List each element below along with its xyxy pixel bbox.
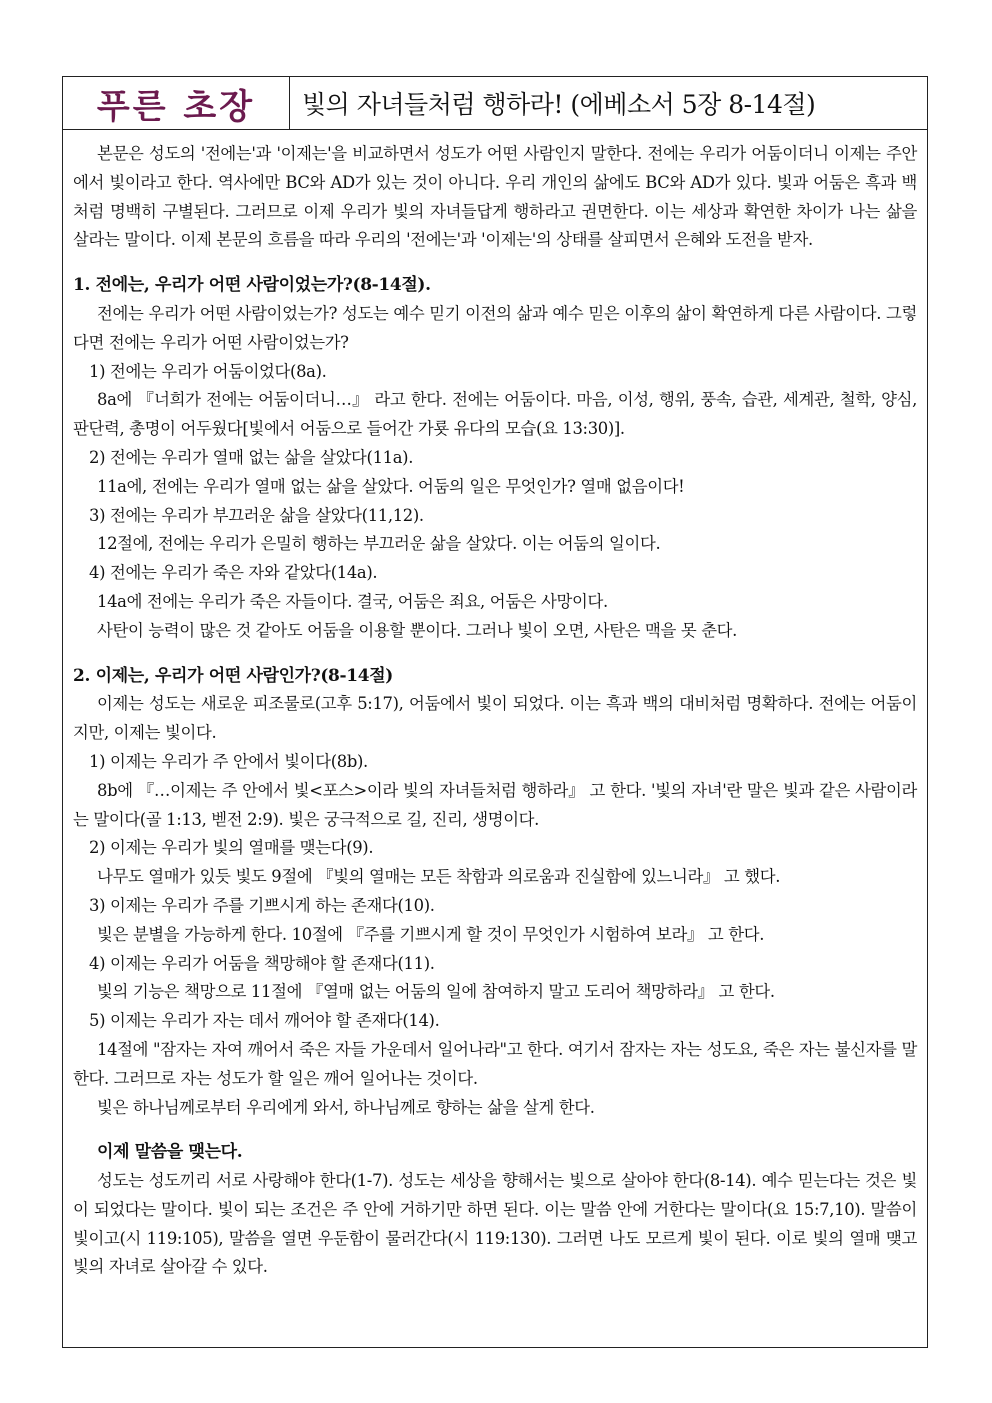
section1-item-body: 14a에 전에는 우리가 죽은 자들이다. 결국, 어둠은 죄요, 어둠은 사망이다. [97, 591, 608, 611]
section1-heading: 1. 전에는, 우리가 어떤 사람이었는가?(8-14절). [73, 275, 431, 296]
section2-item-title: 5) 이제는 우리가 자는 데서 깨어야 할 존재다(14). [89, 1011, 440, 1031]
section2-item-body: 빛은 하나님께로부터 우리에게 와서, 하나님께로 향하는 삶을 살게 한다. [97, 1097, 595, 1117]
section1-item-title: 1) 전에는 우리가 어둠이었다(8a). [89, 361, 327, 381]
section1-item-title: 4) 전에는 우리가 죽은 자와 같았다(14a). [89, 563, 378, 583]
section1-item-body: 12절에, 전에는 우리가 은밀히 행하는 부끄러운 삶을 살았다. 이는 어둠의 일이다. [97, 534, 661, 554]
section2-item-title: 3) 이제는 우리가 주를 기쁘시게 하는 존재다(10). [89, 895, 435, 915]
section2-item-body: 빛은 분별을 가능하게 한다. 10절에 『주를 기쁘시게 할 것이 무엇인가 시험하여 보라』 고 한다. [97, 924, 765, 944]
closing-paragraph: 성도는 성도끼리 서로 사랑해야 한다(1-7). 성도는 세상을 향해서는 빛으로 살아야 한다(8-14). 예수 믿는다는 것은 빛이 되었다는 말이다. 빛이 되는 조건은 주 안에 거하기만 하면 된다. 이는 말씀 안에 거한다는 말이다(요 15:7,10). 말씀이 빛이고(시 119:105), 말씀을 열면 우둔함이 물러간다(시 119:130). 그러면 나도 모르게 빛이 된다. 이로 빛의 열매 맺고 빛의 자녀로 살아갈 수 있다. [73, 1171, 917, 1277]
sermon-title: 빛의 자녀들처럼 행하라! (에베소서 5장 8-14절) [302, 90, 816, 119]
section2-item-body: 빛의 기능은 책망으로 11절에 『열매 없는 어둠의 일에 참여하지 말고 도리어 책망하라』 고 한다. [97, 982, 775, 1002]
section1-item-title: 2) 전에는 우리가 열매 없는 삶을 살았다(11a). [89, 447, 414, 467]
section1-item-title: 3) 전에는 우리가 부끄러운 삶을 살았다(11,12). [89, 505, 424, 525]
header [63, 77, 927, 130]
section2-item-body: 14절에 "잠자는 자여 깨어서 죽은 자들 가운데서 일어나라"고 한다. 여기서 잠자는 자는 성도요, 죽은 자는 불신자를 말한다. 그러므로 자는 성도가 할 일은 깨어 일어나는 것이다. [73, 1039, 917, 1088]
section2-item-body: 8b에 『…이제는 주 안에서 빛<포스>이라 빛의 자녀들처럼 행하라』 고 한다. '빛의 자녀'란 말은 빛과 같은 사람이라는 말이다(골 1:13, 벧전 2:9). 빛은 궁극적으로 길, 진리, 생명이다. [73, 780, 917, 829]
sermon-body [63, 130, 927, 1282]
section1-intro: 전에는 우리가 어떤 사람이었는가? 성도는 예수 믿기 이전의 삶과 예수 믿은 이후의 삶이 확연하게 다른 사람이다. 그렇다면 전에는 우리가 어떤 사람이었는가? [73, 303, 917, 352]
section2-item-title: 2) 이제는 우리가 빛의 열매를 맺는다(9). [89, 838, 374, 858]
section1-item-body: 8a에 『너희가 전에는 어둠이더니…』 라고 한다. 전에는 어둠이다. 마음, 이성, 행위, 풍속, 습관, 세계관, 철학, 양심, 판단력, 총명이 어두웠다[빛에서 어둠으로 들어간 가룟 유다의 모습(요 13:30)]. [73, 390, 917, 439]
intro-paragraph: 본문은 성도의 '전에는'과 '이제는'을 비교하면서 성도가 어떤 사람인지 말한다. 전에는 우리가 어둠이더니 이제는 주안에서 빛이라고 한다. 역사에만 BC와 AD가 있는 것이 아니다. 우리 개인의 삶에도 BC와 AD가 있다. 빛과 어둠은 흑과 백처럼 명백히 구별된다. 그러므로 이제 우리가 빛의 자녀들답게 행하라고 권면한다. 이는 세상과 확연한 차이가 나는 삶을 살라는 말이다. 이제 본문의 흐름을 따라 우리의 '전에는'과 '이제는'의 상태를 살피면서 은혜와 도전을 받자. [73, 144, 917, 250]
section1-item-body: 11a에, 전에는 우리가 열매 없는 삶을 살았다. 어둠의 일은 무엇인가? 열매 없음이다! [97, 476, 685, 496]
section2-item-title: 1) 이제는 우리가 주 안에서 빛이다(8b). [89, 751, 368, 771]
bulletin-frame [62, 76, 928, 1348]
brand-title: 푸른 초장 [63, 77, 290, 129]
closing-heading: 이제 말씀을 맺는다. [97, 1142, 243, 1163]
section2-intro: 이제는 성도는 새로운 피조물로(고후 5:17), 어둠에서 빛이 되었다. 이는 흑과 백의 대비처럼 명확하다. 전에는 어둠이지만, 이제는 빛이다. [73, 694, 917, 743]
section2-item-title: 4) 이제는 우리가 어둠을 책망해야 할 존재다(11). [89, 953, 435, 973]
section2-item-body: 나무도 열매가 있듯 빛도 9절에 『빛의 열매는 모든 착함과 의로움과 진실함에 있느니라』 고 했다. [97, 867, 781, 887]
section2-heading: 2. 이제는, 우리가 어떤 사람인가?(8-14절) [73, 665, 393, 686]
section1-item-body: 사탄이 능력이 많은 것 같아도 어둠을 이용할 뿐이다. 그러나 빛이 오면, 사탄은 맥을 못 춘다. [97, 620, 738, 640]
